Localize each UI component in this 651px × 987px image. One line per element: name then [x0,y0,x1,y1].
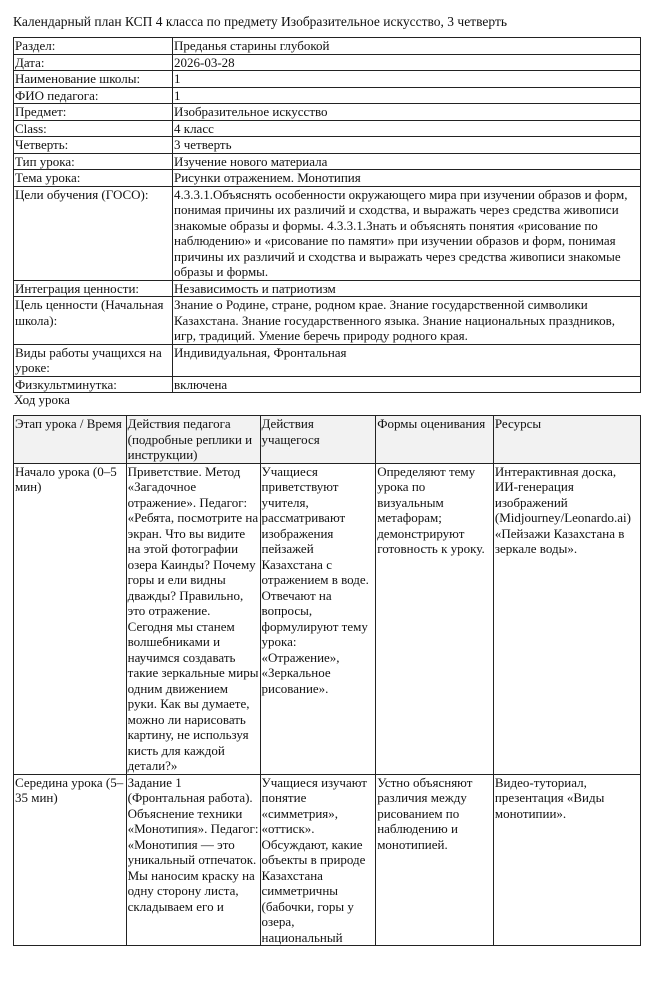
lesson-table-header [14,416,641,464]
lesson-cell-stage: Середина урока (5–35 мин) [14,774,127,946]
info-key: Наименование школы: [14,71,173,88]
info-key: Интеграция ценности: [14,280,173,297]
lesson-cell-resources: Интерактивная доска, ИИ-генерация изображений (Midjourney/Leonardo.ai) «Пейзажи Казахстана в зеркале воды». [493,463,640,774]
lesson-cell-assessment: Устно объясняют различия между рисованием по наблюдению и монотипией. [376,774,494,946]
info-row [14,297,641,345]
info-key: Четверть: [14,137,173,154]
info-value: Независимость и патриотизм [173,280,641,297]
info-row [14,54,641,71]
lesson-row [14,463,641,774]
lesson-info-table [13,37,641,393]
info-value: Знание о Родине, стране, родном крае. Знание государственной символики Казахстана. Знание государственного языка. Знание национальных праздников, игр, традиций. Умение беречь природу родного края. [173,297,641,345]
lesson-flow-heading: Ход урока [14,392,70,407]
info-key: Предмет: [14,104,173,121]
info-key: Дата: [14,54,173,71]
header-teacher: Действия педагога (подробные реплики и инструкции) [126,416,260,464]
info-value: 1 [173,87,641,104]
info-row [14,71,641,88]
lesson-cell-teacher: Приветствие. Метод «Загадочное отражение». Педагог: «Ребята, посмотрите на экран. Что вы видите на этой фотографии озера Каинды? Почему горы и ели видны дважды? Правильно, это отражение. Сегодня мы станем волшебниками и научимся создавать такие зеркальные миры одним движением руки. Как вы думаете, можно ли нарисовать картину, не используя кисть для каждой детали?» [127,463,259,773]
lesson-row [14,774,641,946]
info-row [14,153,641,170]
info-value: Рисунки отражением. Монотипия [173,170,641,187]
info-row [14,137,641,154]
info-key: Тип урока: [14,153,173,170]
info-value: 3 четверть [173,137,641,154]
info-key: Физкультминутка: [14,376,173,393]
info-value: 4.3.3.1.Объяснять особенности окружающего мира при изучении образов и форм, понимая причины их различий и сходства, и выражать через средства живописи знакомые образы и формы. 4.3.3.1.Знать и объяснять понятия «рисование по наблюдению» и «рисование по памяти» при изучении образов и форм, понимая причины их различий и сходства и выражать через средства живописи знакомые образы и формы. [173,186,641,280]
lesson-cell-assessment: Определяют тему урока по визуальным метафорам; демонстрируют готовность к уроку. [376,463,494,774]
info-row [14,376,641,393]
info-key: Раздел: [14,38,173,55]
lesson-cell-teacher: Задание 1 (Фронтальная работа). Объяснение техники «Монотипия». Педагог: «Монотипия — это уникальный отпечаток. Мы наносим краску на одну сторону листа, складываем его и [126,774,260,946]
info-row [14,38,641,55]
header-student: Действия учащегося [260,416,376,464]
info-row [14,120,641,137]
info-value: Преданья старины глубокой [173,38,641,55]
page-title: Календарный план КСП 4 класса по предмету Изобразительное искусство, 3 четверть [13,14,507,29]
info-value: Изобразительное искусство [173,104,641,121]
info-value: 2026-03-28 [173,54,641,71]
info-key: Class: [14,120,173,137]
lesson-cell-student: Учащиеся приветствуют учителя, рассматривают изображения пейзажей Казахстана с отражением в воде. Отвечают на вопросы, формулируют тему урока: «Отражение», «Зеркальное рисование». [260,463,376,774]
info-row [14,170,641,187]
lesson-cell-student: Учащиеся изучают понятие «симметрия», «оттиск». Обсуждают, какие объекты в природе Казахстана симметричны (бабочки, горы у озера, национальный [260,774,376,946]
info-value: Индивидуальная, Фронтальная [173,344,641,376]
info-key: Виды работы учащихся на уроке: [14,344,173,376]
info-value: 4 класс [173,120,641,137]
header-assessment: Формы оценивания [376,416,494,464]
info-row [14,104,641,121]
header-stage: Этап урока / Время [14,416,127,464]
lesson-flow-table [13,415,641,946]
info-value: 1 [173,71,641,88]
lesson-cell-stage: Начало урока (0–5 мин) [14,463,127,774]
info-row [14,344,641,376]
header-resources: Ресурсы [493,416,640,464]
info-key: Цель ценности (Начальная школа): [14,297,173,345]
lesson-cell-resources: Видео-туториал, презентация «Виды монотипии». [493,774,640,946]
info-row [14,280,641,297]
info-value: Изучение нового материала [173,153,641,170]
info-key: ФИО педагога: [14,87,173,104]
info-row [14,87,641,104]
info-row [14,186,641,280]
info-value: включена [173,376,641,393]
info-key: Тема урока: [14,170,173,187]
info-key: Цели обучения (ГОСО): [14,186,173,280]
